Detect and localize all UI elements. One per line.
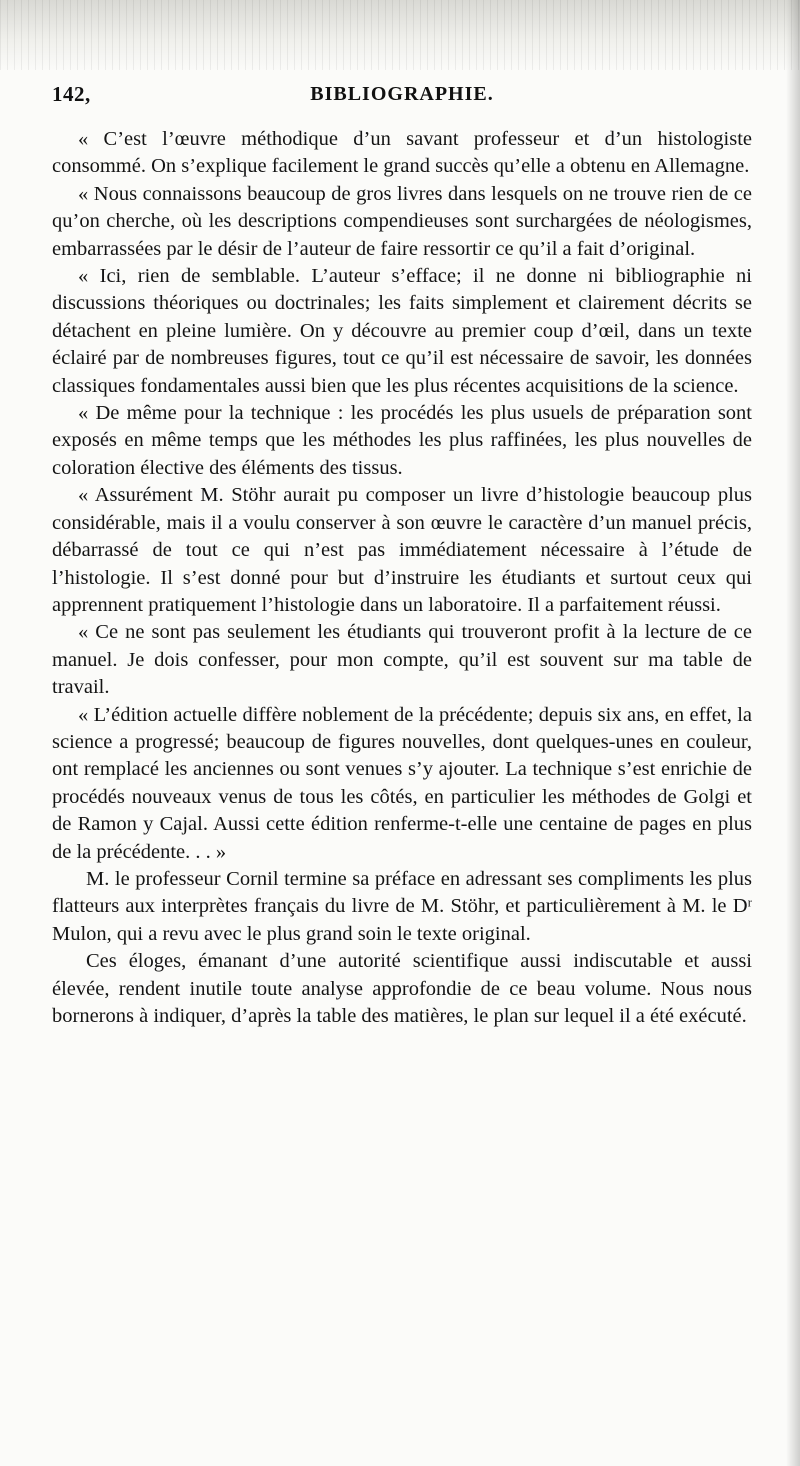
- page-number: 142,: [52, 82, 91, 106]
- paragraph-quote-3: « Ici, rien de semblable. L’auteur s’efface; il ne donne ni bibliographie ni discussions théoriques ou doctrinales; les faits simplement et clairement décrits se détachent en pleine lumière. On y découvre au premier coup d’œil, dans un texte éclairé par de nombreuses figures, tout ce qu’il est nécessaire de savoir, les données classiques fondamentales aussi bien que les plus récentes acquisitions de la science.: [52, 265, 752, 397]
- body-text: [52, 126, 752, 1030]
- running-head: BIBLIOGRAPHIE.: [310, 83, 494, 105]
- scan-top-edge: [0, 0, 800, 70]
- paragraph-cornil: M. le professeur Cornil termine sa préface en adressant ses compliments les plus flatteurs aux interprètes français du livre de M. Stöhr, et particulièrement à M. le Dʳ Mulon, qui a revu avec le plus grand soin le texte original.: [52, 867, 752, 945]
- paragraph-quote-5: « Assurément M. Stöhr aurait pu composer un livre d’histologie beaucoup plus considérable, mais il a voulu conserver à son œuvre le caractère d’un manuel précis, débarrassé de tout ce qui n’est pas immédiatement nécessaire à l’étude de l’histologie. Il s’est donné pour but d’instruire les étudiants et surtout ceux qui apprennent pratiquement l’histologie dans un laboratoire. Il a parfaitement réussi.: [52, 484, 752, 616]
- scan-right-edge: [786, 0, 800, 1466]
- paragraph-conclusion: Ces éloges, émanant d’une autorité scientifique aussi indiscutable et aussi élevée, rendent inutile toute analyse approfondie de ce beau volume. Nous nous bornerons à indiquer, d’après la table des matières, le plan sur lequel il a été exécuté.: [52, 950, 752, 1027]
- paragraph-quote-2: « Nous connaissons beaucoup de gros livres dans lesquels on ne trouve rien de ce qu’on cherche, où les descriptions compendieuses sont surchargées de néologismes, embarrassées par le désir de l’auteur de faire ressortir ce qu’il a fait d’original.: [52, 182, 752, 260]
- paragraph-quote-1: « C’est l’œuvre méthodique d’un savant professeur et d’un histologiste consommé. On s’explique facilement le grand succès qu’elle a obtenu en Allemagne.: [52, 128, 752, 178]
- paragraph-quote-7: « L’édition actuelle diffère noblement de la précédente; depuis six ans, en effet, la science a progressé; beaucoup de figures nouvelles, dont quelques-unes en couleur, ont remplacé les anciennes ou sont venues s’y ajouter. La technique s’est enrichie de procédés nouveaux venus de tous les côtés, en particulier les méthodes de Golgi et de Ramon y Cajal. Aussi cette édition renferme-t-elle une centaine de pages en plus de la précédente. . . »: [52, 703, 752, 863]
- page-header: [52, 82, 752, 114]
- paragraph-quote-6: « Ce ne sont pas seulement les étudiants qui trouveront profit à la lecture de ce manuel. Je dois confesser, pour mon compte, qu’il est souvent sur ma table de travail.: [52, 621, 752, 699]
- paragraph-quote-4: « De même pour la technique : les procédés les plus usuels de préparation sont exposés en même temps que les méthodes les plus raffinées, les plus nouvelles de coloration élective des éléments des tissus.: [52, 402, 752, 479]
